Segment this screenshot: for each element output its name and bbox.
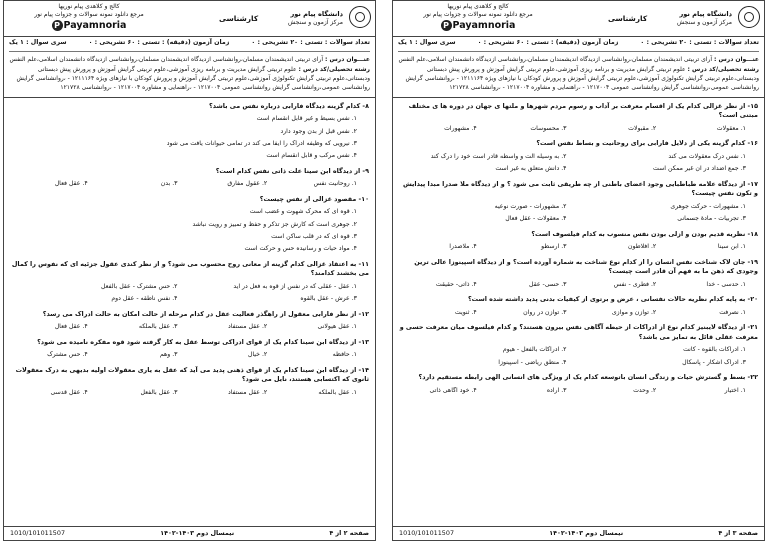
university-logo [277,4,369,27]
answer-option: ۴. منطق ریاضی - اسپینوزا [498,358,567,366]
brand-p-icon: P [52,20,63,31]
answer-option: ۱. نفس درک معقولات می کند [668,152,746,160]
page-number: صفحه ۲ از ۴ [329,529,369,538]
answer-option: ۲. فطری - نفس [613,280,657,288]
question-item [399,323,758,367]
answer-option: ۳. بدن [160,180,178,188]
page-header [393,1,764,37]
answer-option: ۲. مشهورات - صورت نوعیه [494,202,567,210]
answer-options [399,387,758,395]
page-header [4,1,375,37]
answer-option: ۱. عقل بالملکه [318,388,357,396]
answer-options [399,281,758,289]
answer-option: ۴. ملاصدرا [449,243,477,251]
question-item [10,366,369,398]
course-title: عنـــوان درس : آرای تربیتی اندیشمندان مسلمان،روانشناسی ازدیدگاه اندیشمندان مسلمان،روانشناسی ازدیدگاه دانشمندان اسلامی،علم النفس [398,55,759,63]
question-item [10,195,369,254]
answer-option: ۲. خیال [247,351,268,359]
question-text: ۱۰- مقصود غزالی از نفس چیست؟ [259,194,369,203]
answer-option: ۲. به وسیله آلت و واسطه قادر است خود را درک کند [430,152,567,160]
answer-option: ۴. دانش متعلق به غیر است [495,165,567,173]
exam-page-2 [3,0,376,541]
exam-center-name: مرکز آزمون و سنجش [288,18,343,26]
answer-option: ۲. جوهری است که کارش جز تذکر و حفظ و تمییز و رویت نباشد [192,220,357,228]
question-item [399,258,758,290]
brand-p-icon: P [441,20,452,31]
answer-option: ۱. نصرفت [719,308,746,316]
answer-option: ۳. عقل بالفعل [140,388,178,396]
question-item [399,230,758,252]
answer-option: ۴. مشهورات [444,124,477,132]
answer-options [399,346,758,367]
answer-option: ۱. عقل - عقلی که در نفس از قوه به فعل در آید [233,282,357,290]
answer-option: ۳. نیرویی که وظیفه ادراک را ایفا می کند در تمامی حیوانات یافت می شود [166,140,357,148]
question-item [399,295,758,317]
answer-option: ۱. ادراکات بالقوه - کانت [683,346,746,354]
question-item [399,102,758,134]
answer-option: ۱. حدسی - خدا [706,280,746,288]
answer-option: ۴. نفس مرکب و قابل انقسام است [266,152,357,160]
question-text: ۱۸- نظریه قدیم بودن و ازلی بودن نفس منسوب به کدام فیلسوف است؟ [531,229,758,238]
answer-options [10,389,369,397]
exam-page-3 [392,0,765,541]
answer-option: ۱. عقل هیولانی [317,323,357,331]
answer-option: ۲. افلاطون [627,243,657,251]
answer-option: ۱. حافظه [332,351,357,359]
answer-option: ۲. عقل مستفاد [228,323,268,331]
answer-option: ۱. نفس بسیط و غیر قابل انقسام است [256,115,357,123]
question-list [4,98,375,398]
course-title: عنـــوان درس : آرای تربیتی اندیشمندان مسلمان،روانشناسی ازدیدگاه اندیشمندان مسلمان،روانشناسی ازدیدگاه دانشمندان اسلامی،علم النفس [9,55,370,63]
question-item [399,139,758,173]
question-item [10,338,369,360]
question-text: ۱۱- به اعتقاد غزالی کدام گزینه از معانی روح محسوب می شود؟ و از نظر کندی عقول جزئیه ای که نفوس را کمال می بخشند کدامند؟ [11,259,369,278]
answer-option: ۴. معقولات - عقل فعال [505,215,567,223]
questions-count: تعداد سوالات : تستی : ۲۰ تشریحی : ۰ [251,39,370,46]
question-text: ۹- از دیدگاه ابن سینا علت ذاتی نفس کدام است؟ [215,166,369,175]
question-text: ۱۳- از دیدگاه ابن سینا کدام یک از قوای ادراکی توسط عقل به کار گرفته شود قوه مفکره نامیده می شود؟ [37,337,369,346]
answer-options [10,283,369,304]
payamnoria-logo [14,3,164,33]
university-name: دانشگاه پیام نور [679,10,732,18]
answer-option: ۳. محسوسات [530,124,567,132]
semester: نیمسال دوم ۱۴۰۳-۱۴۰۲ [160,529,235,538]
exam-code: 1010/101011507 [399,529,455,538]
exam-code: 1010/101011507 [10,529,66,538]
answer-option: ۲. وحدت [633,386,657,394]
answer-options [399,309,758,317]
exam-time: زمان آزمون (دقیقه) : تستی : ۶۰ تشریحی : ۰ [477,39,619,46]
answer-option: ۳. تجربیات - مادۀ جسمانی [677,215,746,223]
slogan-line-1: کالج و کلاهدی پیام نوریها [447,3,509,10]
question-text: ۸- کدام گزینه دیدگاه فارابی درباره نفس می باشد؟ [209,101,369,110]
answer-options [399,203,758,224]
answer-option: ۳. قوه ای که در قلب ساکن است [271,233,357,241]
answer-option: ۴. عقل فعال [54,180,88,188]
question-text: ۱۲- از نظر فارابی معقول از راهگذر فعالیت عقل در کدام مرحله از حالت امکان به حالت ادراک می رسد؟ [42,309,369,318]
payamnoria-logo [403,3,553,33]
page-number: صفحه ۳ از ۴ [718,529,758,538]
question-text: ۲۰- به پایه کدام نظریه حالات نفسانی ، عرض و برتوی از کیفیات بدنی پدید داشته شده است؟ [467,295,758,304]
answer-options [10,351,369,359]
answer-option: ۴. عقل فعال [54,323,88,331]
answer-option: ۴. ثنویت [454,308,477,316]
answer-option: ۳. اراده [546,386,567,394]
answer-option: ۳. ارسطو [541,243,567,251]
question-item [10,260,369,304]
question-item [399,180,758,224]
degree-level: کارشناسی [219,14,259,23]
question-text: ۲۱- از دیدگاه لایبنیز کدام نوع از ادراکات از حیطه آگاهی نفس بیرون هستند؟ و کدام فیلسوف میان معرفت حسی و معرفت عقلی قائل به تمایز می باشد؟ [399,323,758,341]
question-item [10,167,369,189]
answer-option: ۱. مشهورات - حرکت جوهری [670,202,746,210]
answer-options [10,180,369,188]
question-text: ۱۶- کدام گزینه یکی از دلایل فارابی برای روحانیت و بساط نفس است؟ [536,139,758,148]
answer-option: ۳. ادراک آشکار - پاسکال [682,358,746,366]
answer-option: ۳. عرش - عقل بالقوه [300,295,357,303]
answer-option: ۱. روحانیت نفس [313,180,357,188]
answer-option: ۴. خود آگاهی ذاتی [429,386,477,394]
university-seal-icon [738,6,760,28]
answer-option: ۲. عقول مفارق [227,180,268,188]
brand-name: P Payamnoria [14,20,164,33]
semester: نیمسال دوم ۱۴۰۳-۱۴۰۲ [549,529,624,538]
answer-option: ۴. عقل قدسی [50,388,88,396]
answer-option: ۲. مقبولات [628,124,657,132]
slogan-line-1: کالج و کلاهدی پیام نوریها [58,3,120,10]
answer-option: ۲. عقل مستفاد [228,388,268,396]
answer-options [399,243,758,251]
answer-options [10,208,369,253]
exam-meta [4,37,375,98]
answer-option: ۱. معقولات [716,124,746,132]
page-footer [4,526,375,540]
university-logo [666,4,758,27]
answer-option: ۴. حس مشترک [47,351,88,359]
slogan-line-2: مرجع دانلود نمونه سوالات و جزوات پیام نور [34,11,144,19]
answer-option: ۳. حسی- عقل [529,280,567,288]
question-text: ۱۴- از دیدگاه ابن سینا کدام یک از قوای ذهنی پدید می آید که عقل به یاری معقولات اولیه بدیهی به درک معقولات ثانوی که اکتسابی هستند، نایل می شود؟ [15,365,369,384]
exam-center-name: مرکز آزمون و سنجش [677,18,732,26]
major-code: رشته تحصیلی/کد درس : علوم تربیتی گرایش مدیریت و برنامه ریزی آموزشی،علوم تربیتی گرایش آموزش و پرورش پیش دبستانی ودبستانی،علوم تربیتی گرایش تکنولوژی آموزشی،علوم تربیتی گرایش آموزش و پرورش کودکان با نیازهای ویژه ۱۲۱۱۱۶۴ - ،روانشناسی گرایش روانشناسی عمومی،روانشناسی گرایش روانشناسی عمومی ۱۲۱۷۰۰۴ - ،راهنمایی و مشاوره ۱۲۱۷۰۰۴ - ،روانشناسی ۱۲۱۷۲۸ [405,65,759,92]
brand-name: P Payamnoria [403,20,553,33]
answer-option: ۳. وهم [159,351,178,359]
answer-option: ۲. ادراکات بالفعل - هیوم [502,346,567,354]
answer-option: ۳. جمع اضداد در آن غیر ممکن است [653,165,746,173]
answer-options [399,125,758,133]
answer-options [10,323,369,331]
answer-options [10,115,369,160]
university-name: دانشگاه پیام نور [290,10,343,18]
answer-option: ۲. حس مشترک - عقل بالفعل [100,282,178,290]
answer-option: ۱. قوه ای که محرک شهوت و غضب است [249,208,357,216]
degree-level: کارشناسی [608,14,648,23]
answer-option: ۳. توازن در روان [523,308,567,316]
question-text: ۲۲- بسط و گسترش حیات و زندگی انسان باتوسعه کدام یک از ویژگی های انسانی الهی رابطه مستقیم دارد؟ [418,372,758,381]
question-item [399,373,758,395]
question-list [393,98,764,395]
question-text: ۱۵- از نظر غزالی کدام یک از اقسام معرفت بر آداب و رسوم مردم شهرها و ملتها ی جهان در دوره ها ی مختلف مبتنی است؟ [408,101,758,120]
answer-option: ۳. عقل بالملکه [138,323,178,331]
question-text: ۱۷- از دیدگاه علامه طباطبایی وجود اعضای باطنی از چه طریقی ثابت می شود ؟ و از دیدگاه ملا صدرا مبدا پیدایش و تکون نفس چیست؟ [402,179,758,198]
answer-option: ۲. توازن و موازی [611,308,657,316]
answer-option: ۴. ذاتی- حقیقت [435,280,477,288]
question-series: سری سوال : ۱ یک [9,39,67,46]
answer-option: ۱. اختیار [724,386,746,394]
questions-count: تعداد سوالات : تستی : ۲۰ تشریحی : ۰ [640,39,759,46]
answer-option: ۴. مواد حیات و رسانیده حس و حرکت است [244,245,357,253]
major-code: رشته تحصیلی/کد درس : علوم تربیتی گرایش مدیریت و برنامه ریزی آموزشی،علوم تربیتی گرایش آموزش و پرورش پیش دبستانی ودبستانی،علوم تربیتی گرایش تکنولوژی آموزشی،علوم تربیتی گرایش آموزش و پرورش کودکان با نیازهای ویژه ۱۲۱۱۱۶۴ - ،روانشناسی گرایش روانشناسی عمومی،روانشناسی گرایش روانشناسی عمومی ۱۲۱۷۰۰۴ - ،راهنمایی و مشاوره ۱۲۱۷۰۰۴ - ،روانشناسی ۱۲۱۷۲۸ [16,65,370,92]
exam-time: زمان آزمون (دقیقه) : تستی : ۶۰ تشریحی : ۰ [88,39,230,46]
answer-option: ۴. نفس ناطقه - عقل دوم [111,295,178,303]
question-item [10,310,369,332]
answer-option: ۱. ابن سینا [717,243,746,251]
university-seal-icon [349,6,371,28]
answer-option: ۲. نفس قبل از بدن وجود دارد [280,127,357,135]
slogan-line-2: مرجع دانلود نمونه سوالات و جزوات پیام نور [423,11,533,19]
exam-meta [393,37,764,98]
question-text: ۱۹- جان لاک شناخت نفس انسان را از کدام نوع شناخت به شماره آورده است؟ و از دیدگاه اسپینوزا عالی ترین وجودی که ذهن ما به فهم آن قادر است چیست؟ [414,257,758,276]
answer-options [399,153,758,174]
question-series: سری سوال : ۱ یک [398,39,456,46]
question-item [10,102,369,161]
page-footer [393,526,764,540]
